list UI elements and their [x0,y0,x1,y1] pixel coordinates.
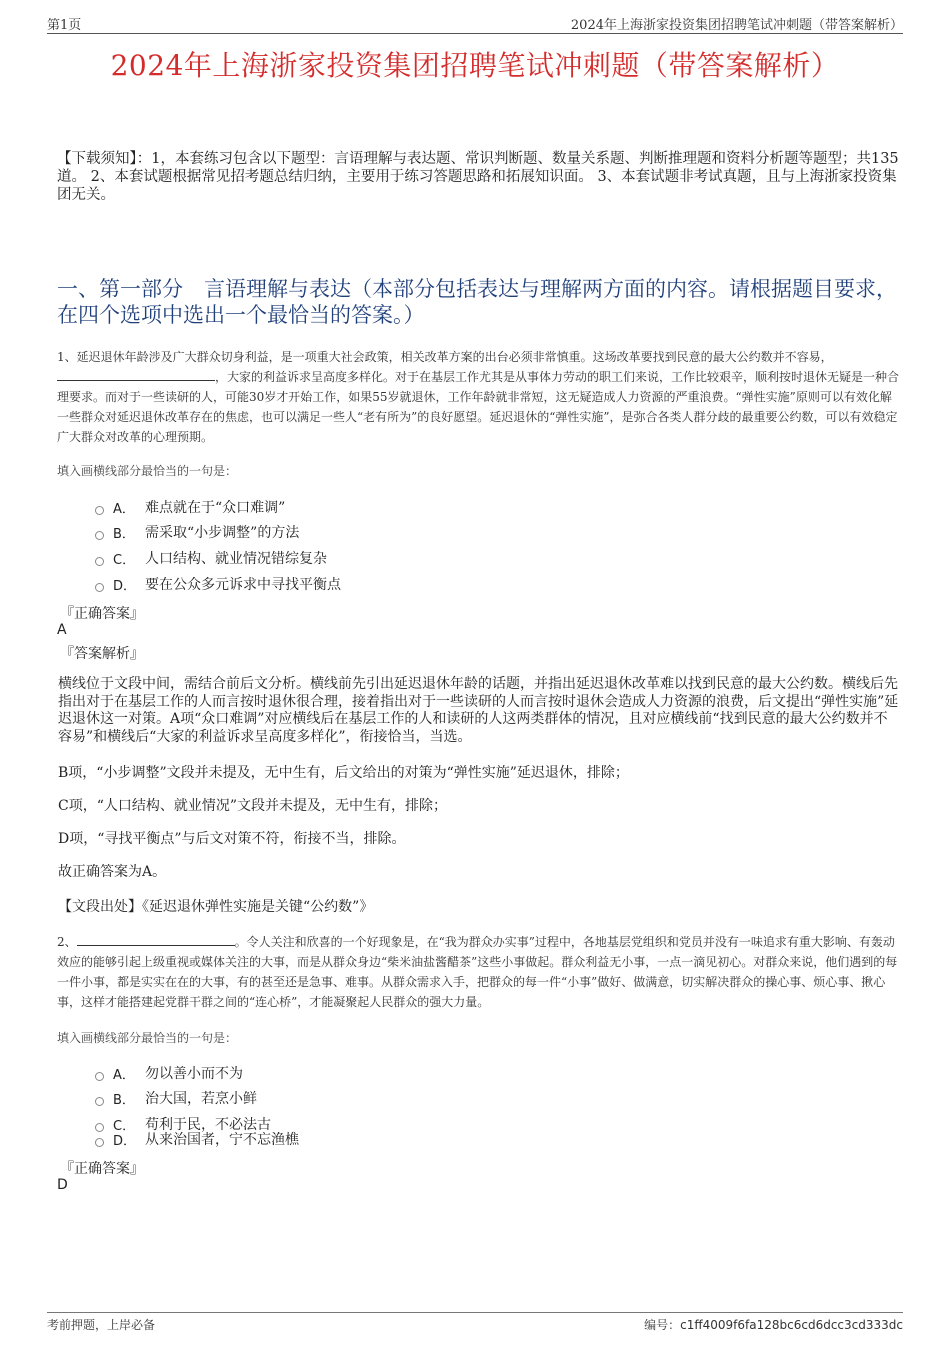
q2-answer: D [57,1177,68,1193]
q1-option-d[interactable]: D． 要在公众多元诉求中寻找平衡点 [95,574,341,594]
q1-prompt: 填入画横线部分最恰当的一句是： [57,464,238,478]
q2-option-c[interactable]: C． 苟利于民，不必法古 [95,1114,271,1134]
q1-option-c[interactable]: C． 人口结构、就业情况错综复杂 [95,548,327,568]
q2-stem-after: 。令人关注和欣喜的一个好现象是，在“我为群众办实事”过程中，各地基层党组织和党员并没有一味追求有重大影响、有轰动效应的能够引起上级重视或媒体关注的大事，而是从群众身边“柴米油盐酱醋茶”这些小事做起。群众利益无小事，一点一滴见初心。对群众来说，他们遇到的每一件小事，都是实实在在的大事，有的甚至还是急事、难事。从群众需求入手，把群众的每一件“小事”做好、做满意，切实解决群众的操心事、烦心事、揪心事，这样才能搭建起党群干群之间的“连心桥”，才能凝聚起人民群众的强大力量。 [57,935,898,1009]
q1-answer-label: 『正确答案』 [60,606,144,622]
section-heading: 一、第一部分 言语理解与表达（本部分包括表达与理解两方面的内容。请根据题目要求，在四个选项中选出一个最恰当的答案。） [57,277,897,327]
footer-slogan: 考前押题，上岸必备 [47,1318,156,1332]
q1-analysis-c: C项，“人口结构、就业情况”文段并未提及，无中生有，排除； [58,798,448,814]
q1-analysis-label: 『答案解析』 [60,646,144,662]
q1-blank [57,368,215,381]
download-notice: 【下载须知】：1，本套练习包含以下题型：言语理解与表达题、常识判断题、数量关系题、判断推理题和资料分析题等题型；共135道。 2、本套试题根据常见招考题总结归纳，主要用于练习答题思路和拓展知识面。 3、本套试题非考试真题，且与上海浙家投资集团无关。 [57,151,899,203]
radio-icon[interactable] [95,583,104,592]
q1-analysis-d: D项，“寻找平衡点”与后文对策不符，衔接不当，排除。 [58,831,406,847]
question-1-stem [57,347,900,447]
header-page-label: 第1页 [47,18,82,33]
q2-answer-label: 『正确答案』 [60,1161,144,1177]
q1-option-b[interactable]: B． 需采取“小步调整”的方法 [95,522,299,542]
radio-icon[interactable] [95,1138,104,1147]
header-divider [47,33,903,34]
q1-analysis-conclusion: 故正确答案为A。 [58,864,167,880]
q2-prompt: 填入画横线部分最恰当的一句是： [57,1031,238,1045]
question-2-stem [57,932,900,1012]
radio-icon[interactable] [95,1072,104,1081]
q2-option-b[interactable]: B． 治大国，若烹小鲜 [95,1088,257,1108]
radio-icon[interactable] [95,531,104,540]
footer-doc-id: 编号：c1ff4009f6fa128bc6cd6dcc3cd333dc [644,1318,903,1332]
radio-icon[interactable] [95,506,104,515]
q2-stem-before: 2、 [57,935,77,949]
q1-stem-before: 1、延迟退休年龄涉及广大群众切身利益，是一项重大社会政策，相关改革方案的出台必须非常慎重。这场改革要找到民意的最大公约数并不容易， [57,350,833,364]
radio-icon[interactable] [95,1097,104,1106]
q1-analysis-b: B项，“小步调整”文段并未提及，无中生有，后文给出的对策为“弹性实施”延迟退休，排除； [58,765,629,781]
footer-divider [47,1312,903,1313]
q2-option-a[interactable]: A． 勿以善小而不为 [95,1063,243,1083]
q2-option-d[interactable]: D． 从来治国者，宁不忘渔樵 [95,1129,299,1149]
q1-source: 【文段出处】《延迟退休弹性实施是关键“公约数”》 [58,899,374,915]
document-title: 2024年上海浙家投资集团招聘笔试冲刺题（带答案解析） [110,49,840,82]
q1-analysis-main: 横线位于文段中间，需结合前后文分析。横线前先引出延迟退休年龄的话题，并指出延迟退休改革难以找到民意的最大公约数。横线后先指出对于在基层工作的人而言按时退休很合理，接着指出对于一些读研的人而言按时退休会造成人力资源的浪费，后文提出“弹性实施”延迟退休这一对策。A项“众口难调”对应横线后在基层工作的人和读研的人这两类群体的情况，且对应横线前“找到民意的最大公约数并不容易”和横线后“大家的利益诉求呈高度多样化”，衔接恰当，当选。 [58,676,899,745]
q1-answer: A [57,622,67,638]
q1-stem-after: ，大家的利益诉求呈高度多样化。对于在基层工作尤其是从事体力劳动的职工们来说，工作比较艰辛，顺利按时退休无疑是一种合理要求。而对于一些读研的人，可能30岁才开始工作，如果55岁就退休，工作年龄就非常短，这无疑造成人力资源的严重浪费。“弹性实施”原则可以有效化解一些群众对延迟退休改革存在的焦虑，也可以满足一些人“老有所为”的良好愿望。延迟退休的“弹性实施”，是弥合各类人群分歧的最重要公约数，可以有效稳定广大群众对改革的心理预期。 [57,370,900,444]
q2-blank [77,933,235,946]
q1-option-a[interactable]: A． 难点就在于“众口难调” [95,497,285,517]
header-doc-title: 2024年上海浙家投资集团招聘笔试冲刺题（带答案解析） [570,18,903,33]
radio-icon[interactable] [95,557,104,566]
